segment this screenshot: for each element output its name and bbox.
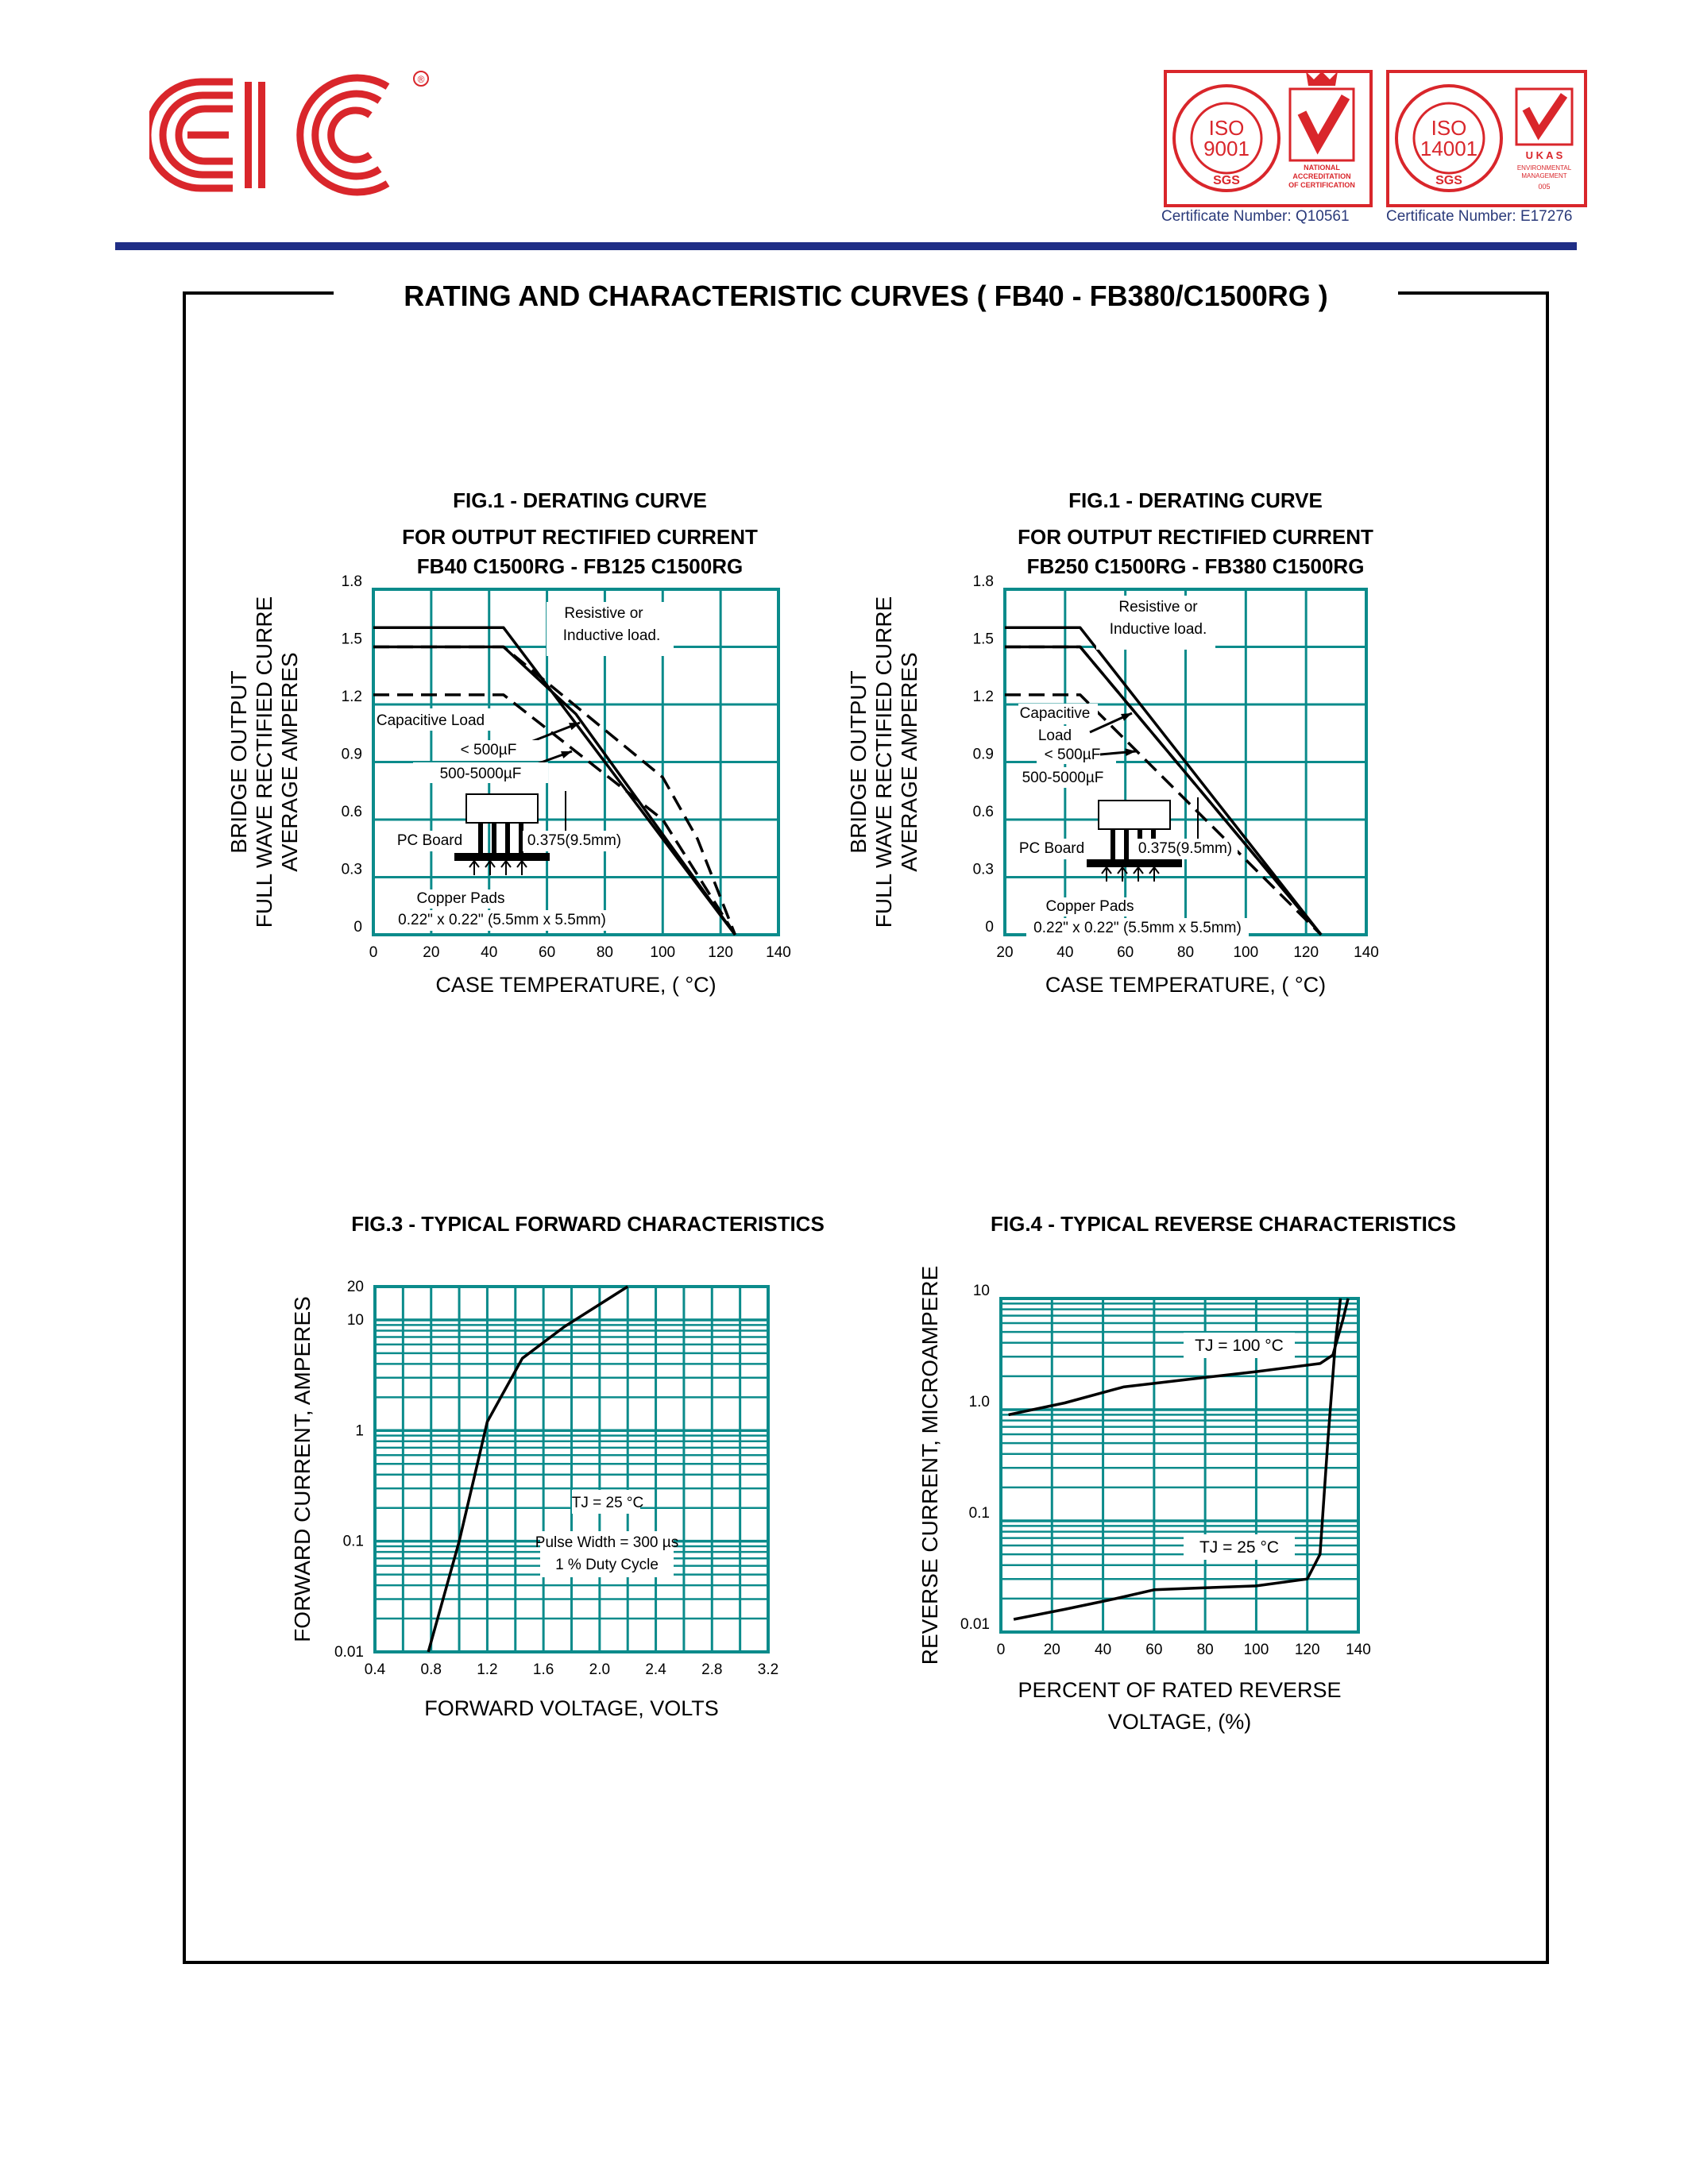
annotation: < 500µF bbox=[1044, 747, 1101, 763]
copper-pad-arrow-icon bbox=[1102, 867, 1111, 882]
y-tick-label: 10 bbox=[346, 1311, 364, 1329]
y-tick-label: 0.1 bbox=[342, 1533, 364, 1550]
annotation: 1 % Duty Cycle bbox=[555, 1557, 659, 1573]
x-tick-label: 100 bbox=[650, 944, 676, 961]
svg-text:9001: 9001 bbox=[1203, 137, 1250, 160]
x-tick-label: 100 bbox=[1243, 1642, 1269, 1658]
header-rule bbox=[115, 242, 1577, 250]
annotation: 0.375(9.5mm) bbox=[527, 832, 622, 849]
x-tick-label: 140 bbox=[766, 944, 791, 961]
x-tick-label: 20 bbox=[423, 944, 440, 961]
fig1b-title-line-1: FIG.1 - DERATING CURVE bbox=[1068, 488, 1323, 512]
x-tick-label: 2.4 bbox=[645, 1661, 666, 1678]
y-axis-label: AVERAGE AMPERES bbox=[277, 652, 302, 872]
x-tick-label: 0 bbox=[369, 944, 378, 961]
x-axis-label: FORWARD VOLTAGE, VOLTS bbox=[424, 1696, 719, 1720]
y-axis-label: FULL WAVE RECTIFIED CURRE bbox=[871, 596, 896, 928]
svg-text:OF CERTIFICATION: OF CERTIFICATION bbox=[1288, 181, 1355, 189]
svg-text:NATIONAL: NATIONAL bbox=[1304, 164, 1340, 172]
series-label-tj25: TJ = 25 °C bbox=[1199, 1538, 1280, 1557]
copper-pad-arrow-icon bbox=[1134, 867, 1143, 882]
x-tick-label: 80 bbox=[1196, 1642, 1214, 1658]
y-tick-label: 0.1 bbox=[968, 1505, 990, 1522]
annotation: Capacitive Load bbox=[376, 712, 485, 729]
x-tick-label: 0 bbox=[996, 1642, 1006, 1658]
y-tick-label: 10 bbox=[972, 1283, 990, 1299]
svg-text:SGS: SGS bbox=[1435, 174, 1462, 187]
annotation: 0.22" x 0.22" (5.5mm x 5.5mm) bbox=[398, 912, 606, 928]
x-tick-label: 140 bbox=[1354, 944, 1379, 961]
bridge-lead-icon bbox=[478, 823, 483, 853]
series-line-3 bbox=[1005, 647, 1321, 936]
registered-mark: ® bbox=[417, 74, 425, 85]
annotation: Capacitive bbox=[1019, 705, 1091, 722]
x-axis-label: VOLTAGE, (%) bbox=[1107, 1710, 1252, 1734]
y-tick-label: 1.5 bbox=[972, 631, 994, 648]
fig1b-title-line-3: FB250 C1500RG - FB380 C1500RG bbox=[1026, 554, 1365, 578]
x-tick-label: 0.8 bbox=[420, 1661, 442, 1678]
x-axis-label: CASE TEMPERATURE, ( °C) bbox=[435, 973, 717, 997]
x-axis-label: PERCENT OF RATED REVERSE bbox=[1018, 1678, 1342, 1702]
certificate-number-1: Certificate Number: Q10561 bbox=[1161, 208, 1350, 225]
fig1a-title-line-3: FB40 C1500RG - FB125 C1500RG bbox=[416, 554, 744, 578]
x-tick-label: 80 bbox=[596, 944, 613, 961]
x-tick-label: 40 bbox=[1056, 944, 1074, 961]
y-tick-label: 1.0 bbox=[968, 1394, 990, 1410]
y-axis-label: AVERAGE AMPERES bbox=[897, 652, 921, 872]
y-tick-label: 0.3 bbox=[341, 861, 362, 878]
eic-logo bbox=[149, 68, 431, 203]
iso-14001-badge bbox=[1386, 70, 1587, 207]
fig1b-title-line-2: FOR OUTPUT RECTIFIED CURRENT bbox=[1018, 525, 1373, 549]
y-tick-label: 0.01 bbox=[334, 1644, 364, 1661]
x-tick-label: 60 bbox=[539, 944, 556, 961]
y-tick-label: 0.6 bbox=[972, 804, 994, 820]
x-tick-label: 100 bbox=[1233, 944, 1259, 961]
annotation: PC Board bbox=[1018, 840, 1085, 857]
x-tick-label: 60 bbox=[1117, 944, 1134, 961]
iso-9001-badge bbox=[1164, 70, 1373, 207]
annotation: Resistive or bbox=[1118, 599, 1198, 615]
series-line-2 bbox=[1005, 647, 1321, 936]
svg-text:ACCREDITATION: ACCREDITATION bbox=[1292, 172, 1351, 180]
iso-9001-seal-icon bbox=[1167, 73, 1369, 204]
y-axis-label: FORWARD CURRENT, AMPERES bbox=[290, 1296, 315, 1642]
svg-text:SGS: SGS bbox=[1213, 174, 1240, 187]
y-tick-label: 0 bbox=[353, 919, 362, 936]
iso-14001-seal-icon bbox=[1389, 73, 1584, 204]
svg-text:ISO: ISO bbox=[1208, 116, 1245, 140]
svg-text:U K A S: U K A S bbox=[1525, 149, 1563, 161]
y-tick-label: 20 bbox=[346, 1279, 364, 1295]
copper-pad-arrow-icon bbox=[1149, 867, 1159, 882]
fig4-reverse-chart bbox=[906, 1239, 1541, 1779]
fig3-title: FIG.3 - TYPICAL FORWARD CHARACTERISTICS bbox=[351, 1212, 825, 1236]
bridge-package-icon bbox=[466, 794, 538, 823]
fig1a-title-line-1: FIG.1 - DERATING CURVE bbox=[453, 488, 707, 512]
annotation: Inductive load. bbox=[1109, 621, 1207, 638]
x-tick-label: 40 bbox=[481, 944, 498, 961]
copper-pad-arrow-icon bbox=[517, 861, 527, 875]
x-axis-label: CASE TEMPERATURE, ( °C) bbox=[1045, 973, 1327, 997]
fig4-title: FIG.4 - TYPICAL REVERSE CHARACTERISTICS bbox=[990, 1212, 1457, 1236]
bridge-lead-icon bbox=[492, 823, 496, 853]
annotation: 0.22" x 0.22" (5.5mm x 5.5mm) bbox=[1033, 920, 1242, 936]
bridge-package-icon bbox=[1099, 801, 1170, 829]
x-tick-label: 120 bbox=[708, 944, 733, 961]
y-tick-label: 0.3 bbox=[972, 861, 994, 878]
x-tick-label: 120 bbox=[1293, 944, 1319, 961]
annotation: PC Board bbox=[396, 832, 463, 849]
annotation: Load bbox=[1037, 727, 1072, 744]
y-tick-label: 0.9 bbox=[972, 746, 994, 763]
copper-pad-arrow-icon bbox=[501, 861, 511, 875]
svg-text:14001: 14001 bbox=[1420, 137, 1478, 160]
svg-text:ENVIRONMENTAL: ENVIRONMENTAL bbox=[1516, 164, 1572, 172]
x-tick-label: 3.2 bbox=[757, 1661, 779, 1678]
certificate-number-2: Certificate Number: E17276 bbox=[1386, 208, 1573, 225]
x-tick-label: 0.4 bbox=[364, 1661, 386, 1678]
pc-board-icon bbox=[1087, 859, 1182, 867]
annotation: 0.375(9.5mm) bbox=[1138, 840, 1233, 857]
fig1b-derating-chart bbox=[842, 564, 1446, 1009]
x-tick-label: 20 bbox=[1043, 1642, 1060, 1658]
y-axis-label: REVERSE CURRENT, MICROAMPERE bbox=[917, 1265, 942, 1665]
x-tick-label: 1.2 bbox=[477, 1661, 498, 1678]
x-tick-label: 1.6 bbox=[532, 1661, 554, 1678]
x-tick-label: 2.8 bbox=[701, 1661, 723, 1678]
plot-frame bbox=[1001, 1298, 1358, 1632]
copper-pad-arrow-icon bbox=[469, 861, 479, 875]
pc-board-icon bbox=[454, 853, 550, 861]
annotation: Resistive or bbox=[564, 605, 643, 622]
fig1a-title-line-2: FOR OUTPUT RECTIFIED CURRENT bbox=[402, 525, 758, 549]
y-tick-label: 1 bbox=[355, 1422, 364, 1440]
y-tick-label: 1.2 bbox=[341, 689, 362, 705]
x-tick-label: 20 bbox=[996, 944, 1014, 961]
svg-text:005: 005 bbox=[1538, 183, 1551, 191]
fig1a-title bbox=[381, 482, 778, 577]
annotation: Inductive load. bbox=[562, 627, 661, 644]
y-tick-label: 1.2 bbox=[972, 689, 994, 705]
y-tick-label: 1.8 bbox=[972, 573, 994, 590]
y-axis-label: BRIDGE OUTPUT bbox=[226, 670, 251, 854]
series-label-tj100: TJ = 100 °C bbox=[1195, 1337, 1284, 1355]
y-tick-label: 1.5 bbox=[341, 631, 362, 648]
annotation: Copper Pads bbox=[1045, 898, 1134, 915]
annotation-arrowhead bbox=[561, 751, 572, 758]
y-tick-label: 0.6 bbox=[341, 804, 362, 820]
annotation: 500-5000µF bbox=[1022, 770, 1104, 786]
copper-pad-arrow-icon bbox=[485, 861, 495, 875]
page-title: RATING AND CHARACTERISTIC CURVES ( FB40 - FB380/C1500RG ) bbox=[334, 274, 1398, 318]
annotation: Pulse Width = 300 µs bbox=[535, 1534, 679, 1551]
fig1b-title bbox=[997, 482, 1394, 577]
y-tick-label: 0.01 bbox=[960, 1616, 990, 1633]
fig1a-derating-chart bbox=[222, 564, 826, 1009]
x-tick-label: 40 bbox=[1095, 1642, 1112, 1658]
y-axis-label: BRIDGE OUTPUT bbox=[846, 670, 871, 854]
annotation: Copper Pads bbox=[416, 890, 505, 907]
y-tick-label: 1.8 bbox=[341, 573, 362, 590]
bridge-lead-icon bbox=[1124, 829, 1129, 859]
annotation: 500-5000µF bbox=[439, 766, 522, 782]
annotation: TJ = 25 °C bbox=[571, 1495, 644, 1511]
y-tick-label: 0.9 bbox=[341, 746, 362, 763]
x-tick-label: 120 bbox=[1294, 1642, 1320, 1658]
x-tick-label: 60 bbox=[1145, 1642, 1163, 1658]
x-tick-label: 80 bbox=[1176, 944, 1195, 961]
fig3-forward-chart bbox=[278, 1255, 834, 1747]
svg-text:ISO: ISO bbox=[1431, 116, 1467, 140]
svg-text:MANAGEMENT: MANAGEMENT bbox=[1521, 172, 1567, 179]
bridge-lead-icon bbox=[505, 823, 510, 853]
y-tick-label: 0 bbox=[985, 919, 994, 936]
bridge-lead-icon bbox=[1111, 829, 1115, 859]
x-tick-label: 140 bbox=[1346, 1642, 1371, 1658]
y-axis-label: FULL WAVE RECTIFIED CURRE bbox=[252, 596, 276, 928]
annotation: < 500µF bbox=[460, 742, 517, 758]
x-tick-label: 2.0 bbox=[589, 1661, 611, 1678]
